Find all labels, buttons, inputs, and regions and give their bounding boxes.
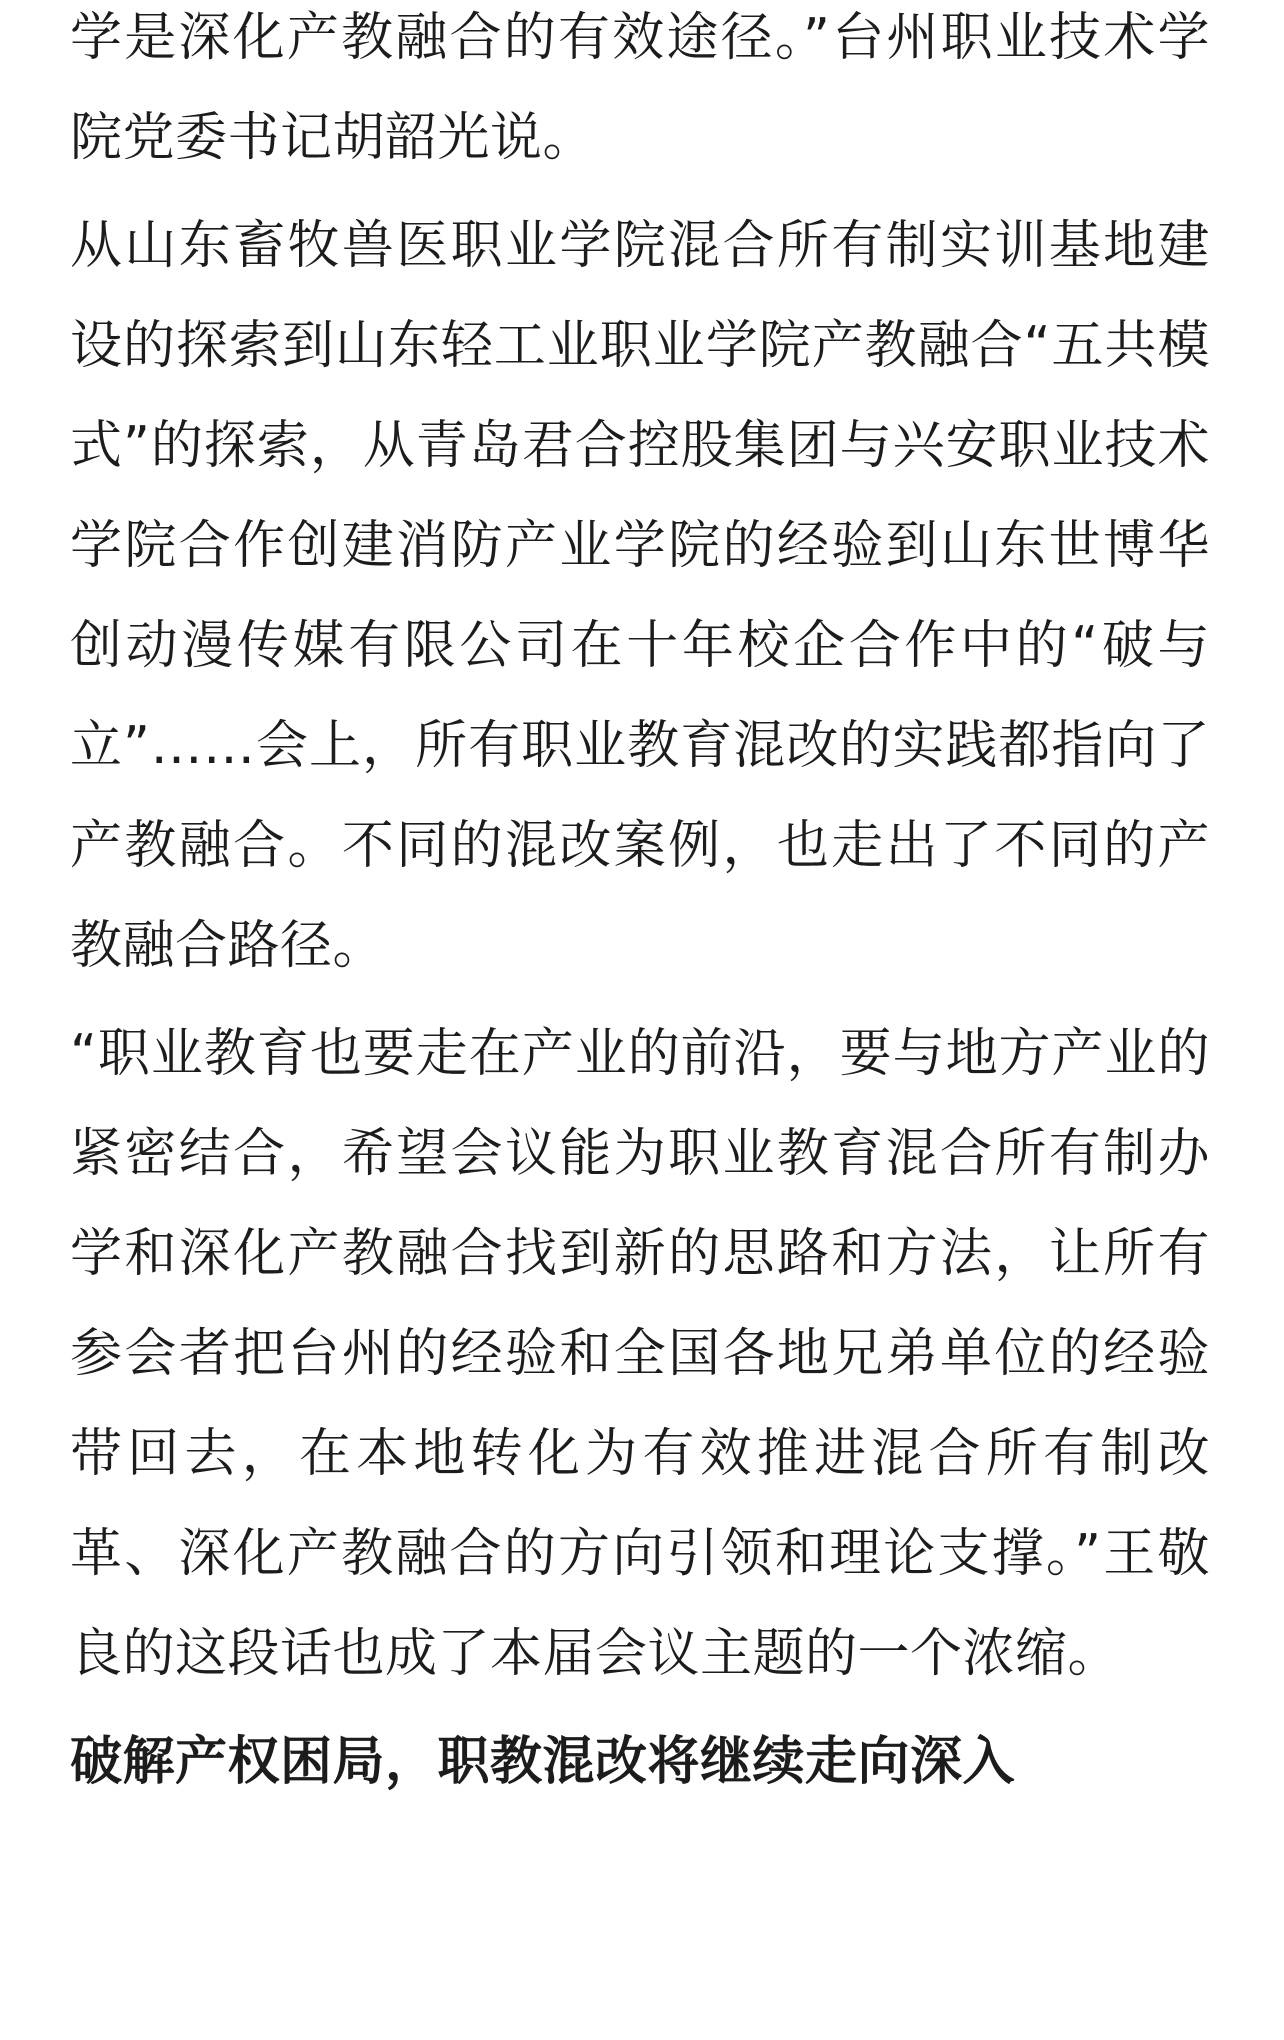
article-body	[70, 0, 1210, 1812]
paragraph-2: 从山东畜牧兽医职业学院混合所有制实训基地建设的探索到山东轻工业职业学院产教融合“五共模式”的探索，从青岛君合控股集团与兴安职业技术学院合作创建消防产业学院的经验到山东世博华创动漫传媒有限公司在十年校企合作中的“破与立”……会上，所有职业教育混改的实践都指向了产教融合。不同的混改案例，也走出了不同的产教融合路径。	[70, 216, 1210, 976]
paragraph-3: “职业教育也要走在产业的前沿，要与地方产业的紧密结合，希望会议能为职业教育混合所有制办学和深化产教融合找到新的思路和方法，让所有参会者把台州的经验和全国各地兄弟单位的经验带回去，在本地转化为有效推进混合所有制改革、深化产教融合的方向引领和理论支撑。”王敬良的这段话也成了本届会议主题的一个浓缩。	[70, 1024, 1210, 1684]
section-heading: 破解产权困局，职教混改将继续走向深入	[70, 1732, 1016, 1792]
paragraph-1: 学是深化产教融合的有效途径。”台州职业技术学院党委书记胡韶光说。	[70, 8, 1210, 168]
